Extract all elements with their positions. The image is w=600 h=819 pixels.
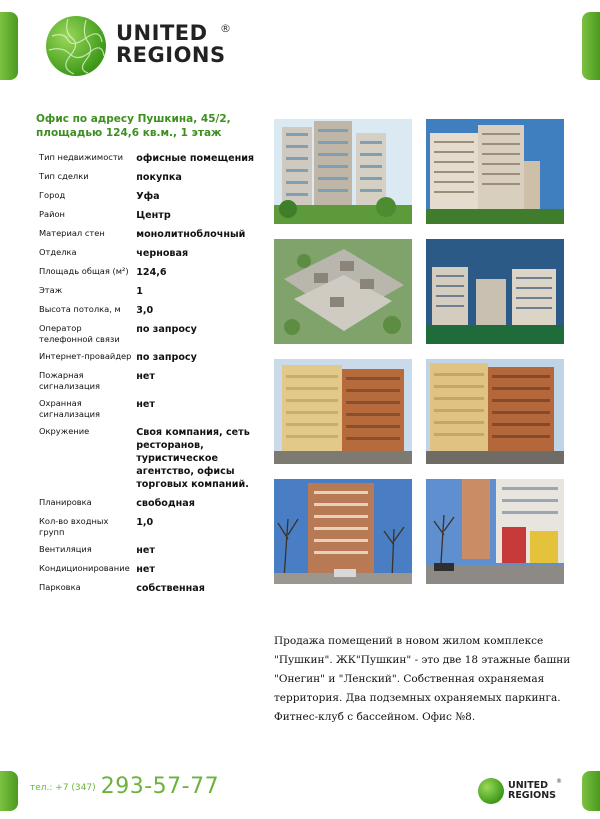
property-row — [39, 544, 259, 557]
property-label: Окружение — [39, 426, 90, 436]
property-value: нет — [136, 371, 155, 382]
property-row — [39, 370, 259, 392]
property-table — [39, 152, 259, 601]
photo-building-1[interactable] — [274, 119, 412, 224]
corner-tab-bottom-left — [0, 771, 18, 811]
listing-title: Офис по адресу Пушкина, 45/2, площадью 124,6 кв.м., 1 этаж — [36, 113, 231, 139]
brand-name — [116, 22, 226, 66]
property-value: 124,6 — [136, 267, 167, 278]
property-value: Своя компания, сеть ресторанов, туристическое агентство, офисы торговых компаний. — [136, 427, 250, 490]
property-row — [39, 497, 259, 510]
photo-gallery — [274, 119, 564, 584]
photo-aerial-render[interactable] — [274, 239, 412, 344]
corner-tab-top-right — [582, 12, 600, 80]
property-row — [39, 351, 259, 364]
property-row — [39, 563, 259, 576]
property-row — [39, 582, 259, 595]
photo-building-5[interactable] — [426, 359, 564, 464]
property-label: Высота потолка, м — [39, 304, 121, 314]
property-row — [39, 247, 259, 260]
property-label: Пожарная сигнализация — [39, 370, 101, 391]
property-label: Оператор телефонной связи — [39, 323, 120, 344]
property-value: по запросу — [136, 324, 197, 335]
property-value: 1 — [136, 286, 143, 297]
globe-puzzle-icon — [46, 16, 106, 76]
property-row — [39, 228, 259, 241]
brand-line-1: UNITED — [116, 21, 208, 45]
property-label: Планировка — [39, 497, 92, 507]
brand-line-2: REGIONS — [116, 43, 226, 67]
property-value: собственная — [136, 583, 205, 594]
property-label: Парковка — [39, 582, 81, 592]
property-value: по запросу — [136, 352, 197, 363]
property-label: Охранная сигнализация — [39, 398, 101, 419]
property-label: Интернет-провайдер — [39, 351, 132, 361]
property-row — [39, 266, 259, 279]
property-row — [39, 285, 259, 298]
property-row — [39, 152, 259, 165]
property-value: 3,0 — [136, 305, 154, 316]
property-row — [39, 398, 259, 420]
corner-tab-bottom-right — [582, 771, 600, 811]
photo-building-3[interactable] — [426, 239, 564, 344]
property-value: Центр — [136, 210, 171, 221]
property-value: нет — [136, 564, 155, 575]
property-label: Кол-во входных групп — [39, 516, 109, 537]
property-value: 1,0 — [136, 517, 154, 528]
united-regions-logo — [46, 16, 236, 78]
property-label: Отделка — [39, 247, 77, 257]
photo-building-4[interactable] — [274, 359, 412, 464]
property-row — [39, 209, 259, 222]
united-regions-logo-small — [478, 778, 578, 806]
property-value: черновая — [136, 248, 189, 259]
corner-tab-top-left — [0, 12, 18, 80]
property-label: Вентиляция — [39, 544, 92, 554]
photo-street-1[interactable] — [274, 479, 412, 584]
property-label: Город — [39, 190, 66, 200]
registered-mark-small: ® — [556, 778, 562, 785]
property-row — [39, 426, 259, 491]
photo-street-2[interactable] — [426, 479, 564, 584]
property-value: Уфа — [136, 191, 160, 202]
property-row — [39, 190, 259, 203]
property-row — [39, 304, 259, 317]
property-value: покупка — [136, 172, 182, 183]
property-label: Этаж — [39, 285, 63, 295]
property-value: нет — [136, 399, 155, 410]
registered-mark: ® — [220, 22, 231, 35]
brand-small-line-2: REGIONS — [508, 790, 557, 801]
phone-label: тел.: +7 (347) — [30, 783, 96, 793]
globe-puzzle-icon-small — [478, 778, 504, 804]
brand-small-line-1: UNITED — [508, 780, 549, 791]
property-value: офисные помещения — [136, 153, 255, 164]
property-label: Кондиционирование — [39, 563, 130, 573]
property-row — [39, 171, 259, 184]
property-label: Тип недвижимости — [39, 152, 124, 162]
property-value: нет — [136, 545, 155, 556]
property-value: монолитноблочный — [136, 229, 246, 240]
property-label: Материал стен — [39, 228, 105, 238]
property-value: свободная — [136, 498, 195, 509]
photo-building-2[interactable] — [426, 119, 564, 224]
property-label: Площадь общая (м²) — [39, 266, 129, 276]
property-label: Район — [39, 209, 65, 219]
phone-number[interactable]: 293-57-77 — [100, 774, 220, 799]
footer-phone[interactable] — [30, 774, 219, 799]
brand-name-small — [508, 781, 556, 801]
property-label: Тип сделки — [39, 171, 89, 181]
property-row — [39, 323, 259, 345]
listing-description: Продажа помещений в новом жилом комплексе "Пушкин". ЖК"Пушкин" - это две 18 этажные башни "Онегин" и "Ленский". Собственная охраняемая территория. Два подземных охраняемых паркинга. Фитнес-клуб с бассейном. Офис №8. — [274, 635, 571, 723]
property-row — [39, 516, 259, 538]
